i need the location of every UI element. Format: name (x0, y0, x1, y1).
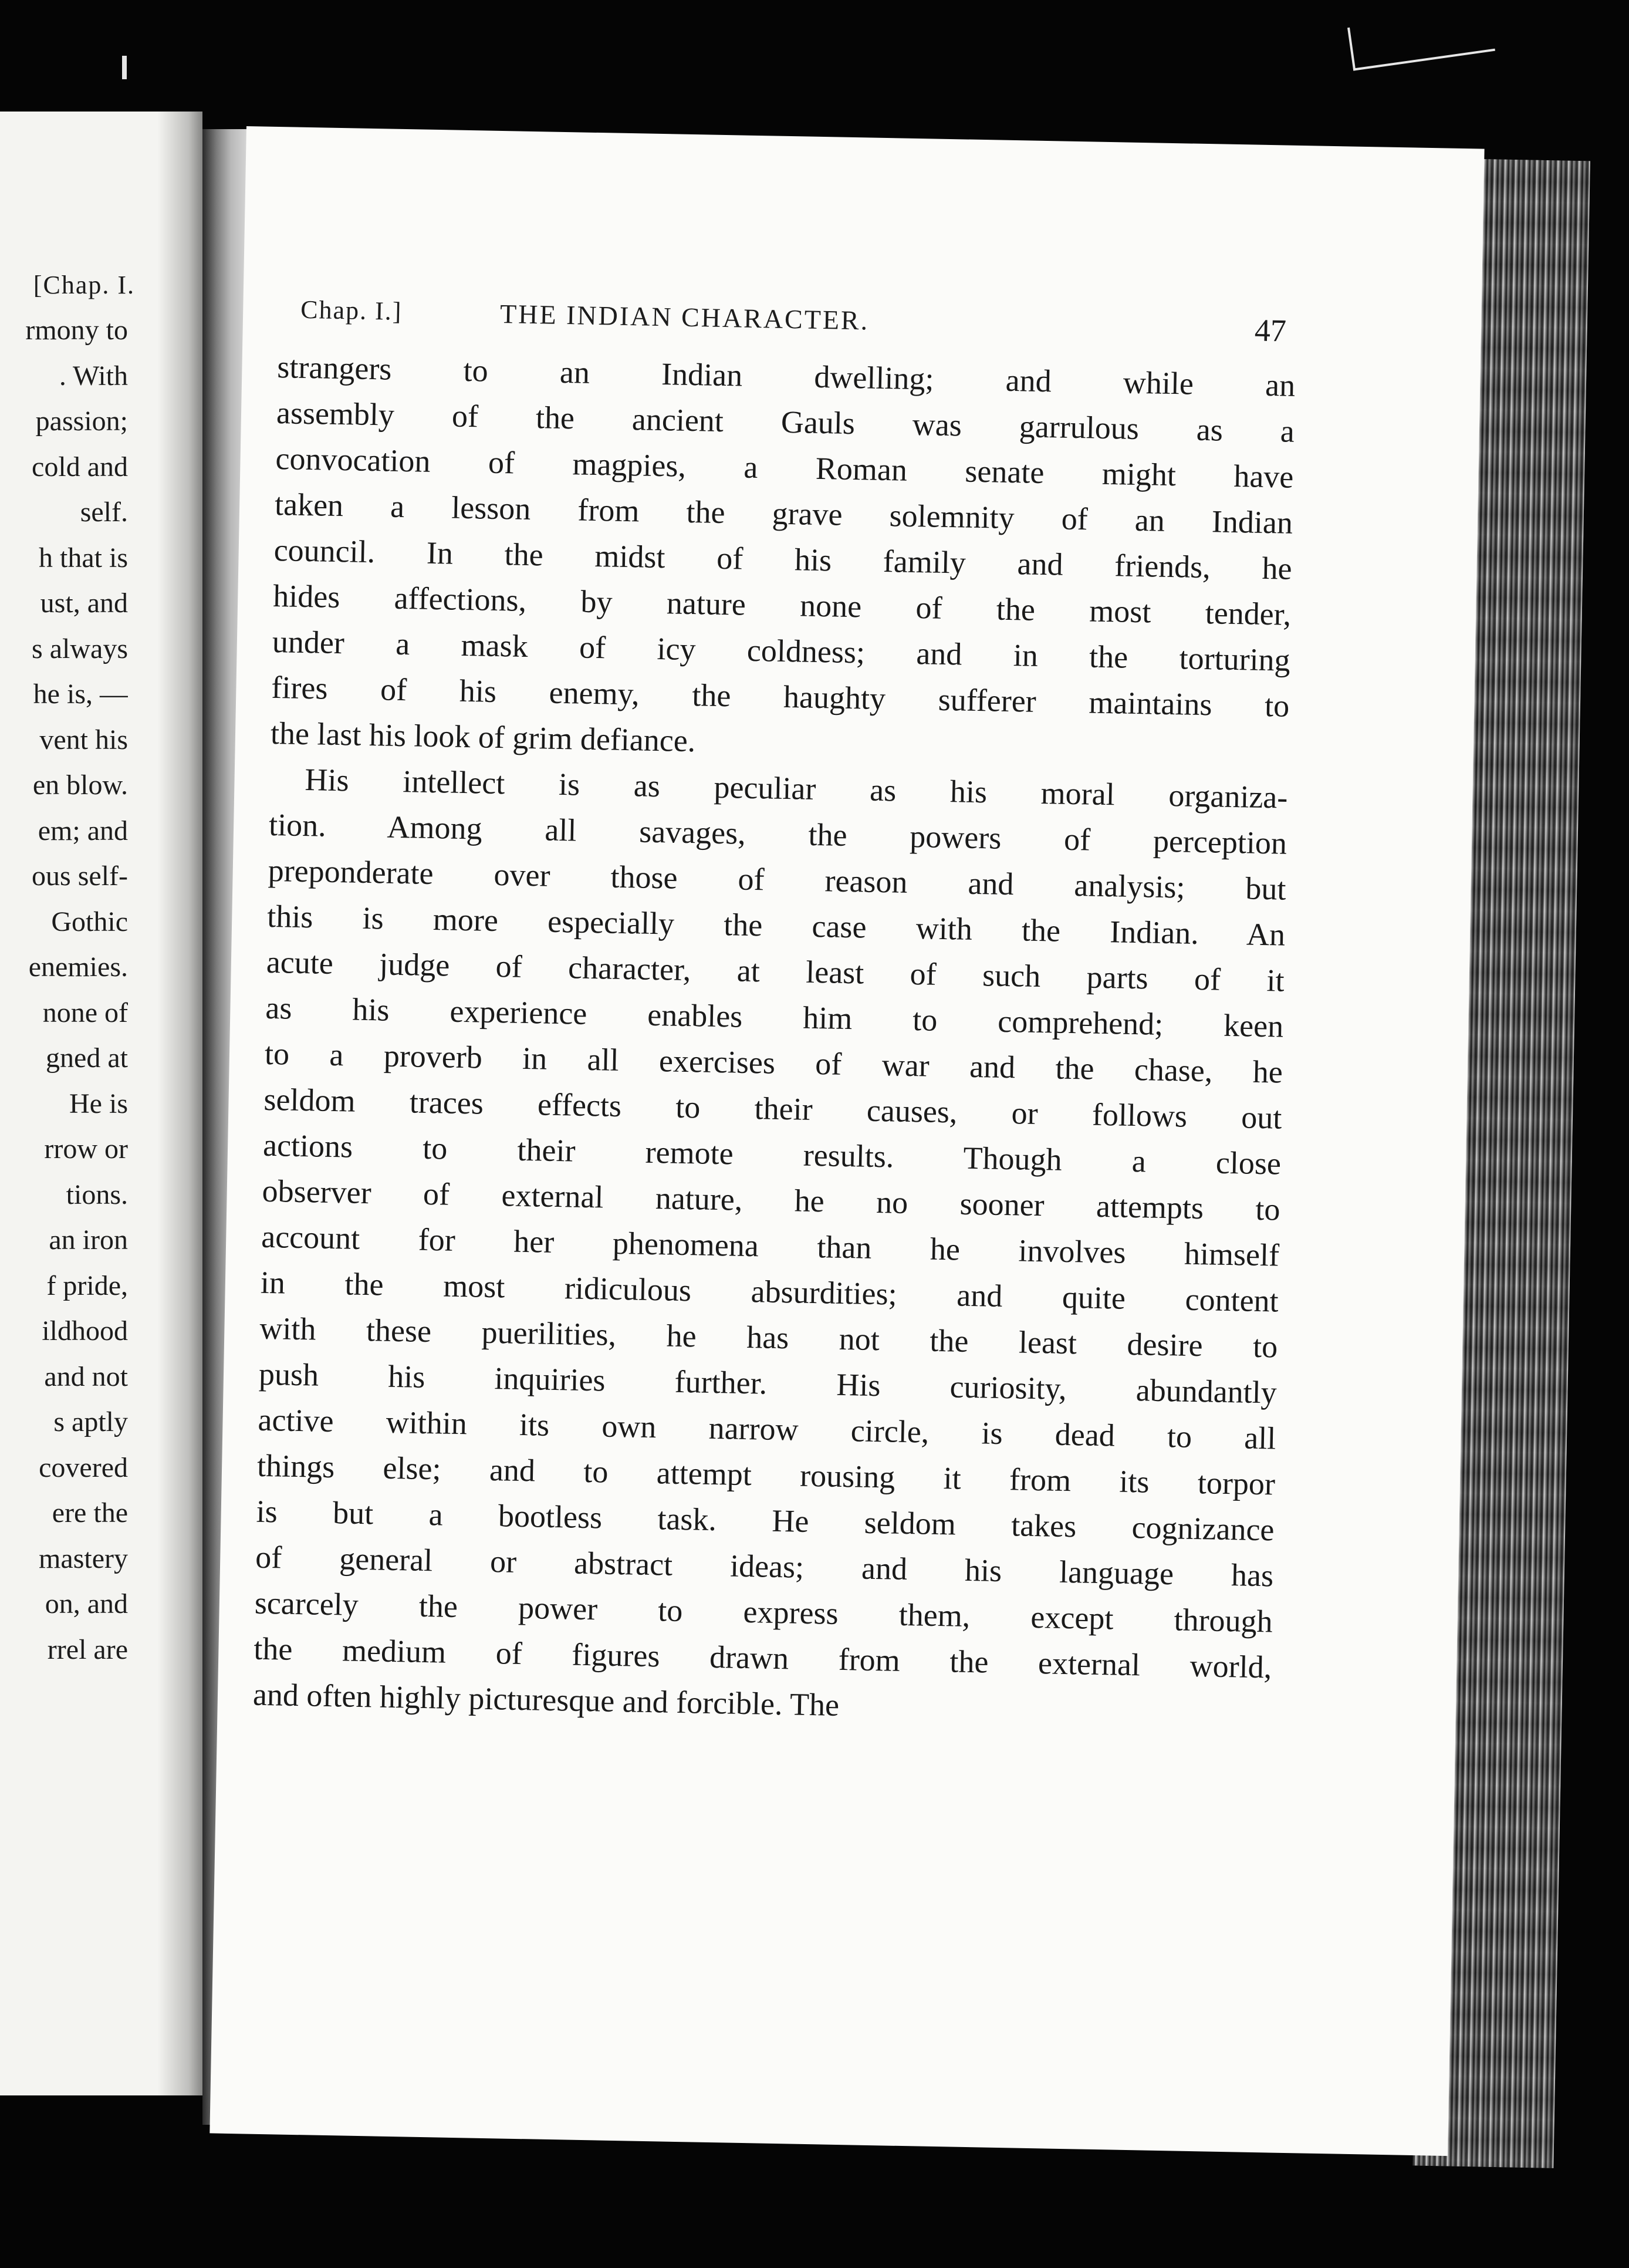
left-page-line: ere the (52, 1497, 128, 1528)
left-running-header: [Chap. I. (33, 271, 135, 299)
current-page (209, 126, 1484, 2156)
scan-tick-mark (122, 56, 133, 79)
left-page-line: ildhood (42, 1315, 128, 1346)
left-page-line: en blow. (32, 770, 128, 801)
left-page-line: Gothic (51, 906, 128, 937)
left-page-line: and not (44, 1361, 128, 1392)
left-page-line: cold and (32, 451, 128, 482)
left-page-line: covered (39, 1452, 128, 1483)
text-line: the medium of figures drawn from the external world, (253, 1631, 1272, 1685)
text-line: with these puerilities, he has not the least desire to (259, 1310, 1278, 1365)
left-page-line: em; and (38, 815, 128, 846)
text-line: His intellect is as peculiar as his moral organiza- (305, 762, 1288, 815)
left-page-line: f pride, (46, 1270, 128, 1301)
text-line: convocation of magpies, a Roman senate might have (275, 441, 1294, 495)
text-line: under a mask of icy coldness; and in the torturing (272, 623, 1291, 678)
text-line: hides affections, by nature none of the most tender, (272, 578, 1292, 632)
left-page-line: rmony to (25, 315, 128, 346)
left-page-line: rrow or (44, 1133, 128, 1165)
text-line: active within its own narrow circle, is dead to all (258, 1402, 1276, 1456)
text-line: taken a lesson from the grave solemnity of an Indian (274, 486, 1293, 541)
left-page-line: ous self- (32, 860, 128, 892)
text-line: is but a bootless task. He seldom takes cognizance (256, 1493, 1275, 1548)
text-line: account for her phenomena than he involves himself (261, 1219, 1280, 1273)
left-page-line: h that is (39, 542, 128, 573)
left-page-line: . With (59, 360, 128, 392)
left-page-line: gned at (46, 1042, 128, 1074)
scan-corner-mark (1347, 8, 1495, 70)
text-line: tion. Among all savages, the powers of perception (268, 806, 1287, 861)
left-page-line: tions. (66, 1179, 128, 1210)
left-gutter-shadow (157, 112, 202, 2095)
text-line: council. In the midst of his family and friends, he (273, 532, 1293, 586)
text-line: and often highly picturesque and forcible. The (252, 1676, 840, 1723)
text-line: preponderate over those of reason and analysis; but (268, 852, 1287, 907)
left-page-line: none of (42, 997, 128, 1028)
text-line: this is more especially the case with the Indian. An (266, 898, 1286, 953)
text-line: actions to their remote results. Though a close (262, 1127, 1282, 1182)
left-page-line: mastery (39, 1543, 128, 1574)
text-line: scarcely the power to express them, except through (254, 1585, 1273, 1639)
left-page-line: he is, — (33, 679, 128, 710)
left-page-line: s always (32, 633, 128, 664)
page-number: 47 (1254, 312, 1287, 349)
left-page-line: vent his (39, 724, 128, 755)
page-title: THE INDIAN CHARACTER. (499, 298, 870, 336)
text-line: push his inquiries further. His curiosity, abundantly (258, 1356, 1277, 1410)
text-line: assembly of the ancient Gauls was garrulous as a (276, 395, 1295, 449)
left-page-line: enemies. (28, 951, 128, 983)
left-page-line: passion; (35, 406, 128, 437)
left-page-line: ust, and (40, 588, 128, 619)
text-line: observer of external nature, he no sooner attempts to (262, 1173, 1281, 1227)
text-line: to a proverb in all exercises of war and the chase, he (264, 1035, 1283, 1090)
text-line: things else; and to attempt rousing it from its torpor (256, 1447, 1276, 1502)
text-line: strangers to an Indian dwelling; and while an (276, 349, 1296, 403)
left-page-line: on, and (45, 1588, 128, 1619)
left-page-line: rrel are (47, 1634, 128, 1665)
left-page-line: an iron (49, 1224, 128, 1256)
text-line: in the most ridiculous absurdities; and quite content (260, 1264, 1279, 1319)
text-line: as his experience enables him to comprehend; keen (265, 990, 1284, 1044)
running-header (300, 295, 1286, 354)
text-line: seldom traces effects to their causes, or follows out (263, 1081, 1282, 1136)
text-line: the last his look of grim defiance. (270, 715, 696, 759)
text-line: of general or abstract ideas; and his language has (255, 1539, 1274, 1594)
chapter-label: Chap. I.] (300, 295, 403, 326)
left-page-line: self. (80, 497, 128, 528)
text-line: acute judge of character, at least of such parts of it (266, 944, 1285, 998)
previous-page (0, 112, 202, 2095)
left-page-line: He is (69, 1088, 128, 1119)
body-text (252, 344, 1296, 1736)
text-line: fires of his enemy, the haughty sufferer maintains to (271, 669, 1290, 724)
left-page-line: s aptly (53, 1406, 128, 1437)
